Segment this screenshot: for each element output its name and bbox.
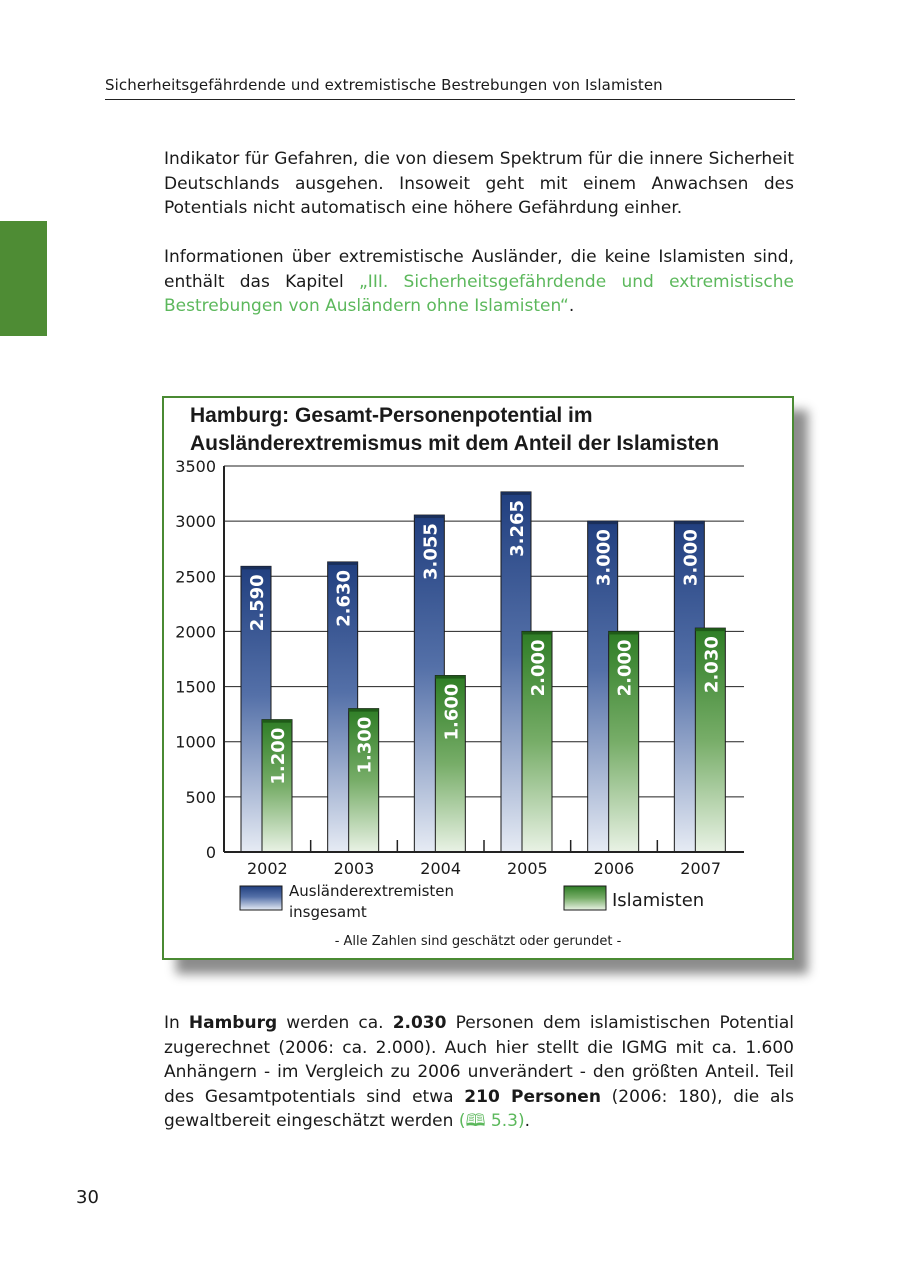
bar-total-top	[414, 515, 444, 518]
section-reference-link[interactable]: (🕮 5.3)	[458, 1111, 525, 1131]
bar-total-top	[501, 492, 531, 495]
bar-islamists-top	[262, 720, 292, 723]
bar-total-label: 3.000	[593, 529, 615, 587]
bar-chart	[164, 398, 792, 958]
y-tick-label: 0	[205, 843, 216, 862]
hamburg-paragraph	[164, 1011, 794, 1134]
p3-text-1: In	[164, 1013, 189, 1033]
x-tick-label: 2005	[506, 859, 548, 878]
x-tick-label: 2006	[593, 859, 635, 878]
reference-text: Informationen über extremistische Ausländer, die keine Islamisten sind, enthält das Kapitel	[164, 247, 794, 292]
p3-text-3: Personen dem islamistischen Potential zugerechnet (2006: ca. 2.000). Auch hier stellt die IGMG mit ca. 1.600 Anhängern - im Vergleich zu 2006 unverändert - den größten Anteil. Teil des Gesamtpotentials sind etwa	[164, 1013, 794, 1107]
legend-label-total-line2: insgesamt	[289, 903, 367, 921]
x-tick-label: 2002	[246, 859, 288, 878]
bar-islamists-top	[695, 628, 725, 631]
x-tick-label: 2003	[333, 859, 375, 878]
y-tick-label: 500	[185, 787, 216, 807]
p3-bold-count: 2.030	[392, 1013, 447, 1033]
p3-text-4: (2006: 180), die als gewaltbereit eingeschätzt werden	[164, 1086, 794, 1131]
bar-islamists-label: 1.200	[268, 727, 289, 785]
legend-label-total-line1: Ausländerextremisten	[289, 882, 455, 900]
bar-total-label: 3.055	[420, 523, 442, 581]
y-tick-label: 2000	[175, 622, 216, 642]
bar-islamists-top	[349, 709, 379, 712]
bar-islamists-top	[435, 676, 465, 679]
chart-title-line1: Hamburg: Gesamt-Personenpotential im	[190, 404, 593, 427]
chart-footnote: - Alle Zahlen sind geschätzt oder gerundet -	[334, 934, 622, 949]
reference-end: .	[568, 296, 575, 316]
bar-total-label: 3.000	[680, 529, 702, 587]
y-tick-label: 3500	[175, 457, 216, 476]
chapter-tab-marker	[0, 221, 47, 336]
bar-islamists-top	[522, 631, 552, 634]
y-tick-label: 3000	[175, 512, 216, 532]
p3-bold-hamburg: Hamburg	[188, 1013, 278, 1033]
bar-total-label: 2.630	[333, 569, 355, 627]
bar-total-top	[588, 521, 618, 524]
p3-text-5: .	[524, 1111, 530, 1131]
x-tick-label: 2007	[680, 859, 722, 878]
chapter-link[interactable]: „III. Sicherheitsgefährdende und extremistische Bestrebungen von Ausländern ohne Islamisten“	[164, 271, 794, 316]
legend-swatch-total	[240, 886, 282, 910]
legend-swatch-islamists	[564, 886, 606, 910]
bar-total-top	[674, 521, 704, 524]
bar-islamists-label: 2.000	[614, 639, 636, 697]
p3-text-2: werden ca.	[277, 1013, 393, 1033]
reference-paragraph	[164, 245, 794, 319]
bar-islamists-label: 2.000	[528, 639, 549, 697]
bar-total-top	[328, 562, 358, 565]
x-tick-label: 2004	[420, 859, 462, 878]
bar-islamists-label: 1.300	[354, 716, 376, 774]
chart-figure	[162, 396, 794, 960]
bar-islamists-label: 1.600	[441, 683, 463, 741]
bar-total-label: 3.265	[507, 499, 528, 557]
y-tick-label: 1000	[175, 732, 216, 752]
running-header: Sicherheitsgefährdende und extremistische Bestrebungen von Islamisten	[105, 76, 795, 100]
legend-label-islamists: Islamisten	[612, 890, 705, 911]
bar-islamists-top	[609, 631, 639, 634]
chart-title-line2: Ausländerextremismus mit dem Anteil der Islamisten	[190, 432, 720, 455]
y-tick-label: 2500	[175, 567, 216, 587]
bar-islamists-label: 2.030	[701, 636, 723, 694]
bar-total-label: 2.590	[247, 574, 268, 632]
y-tick-label: 1500	[175, 677, 216, 697]
bar-total-top	[241, 566, 271, 569]
page-number: 30	[76, 1187, 99, 1208]
intro-paragraph: Indikator für Gefahren, die von diesem Spektrum für die innere Sicherheit Deutschlands ausgehen. Insoweit geht mit einem Anwachsen des Potentials nicht automatisch eine höhere Gefährdung einher.	[164, 149, 794, 218]
p3-bold-persons: 210 Personen	[464, 1086, 601, 1107]
